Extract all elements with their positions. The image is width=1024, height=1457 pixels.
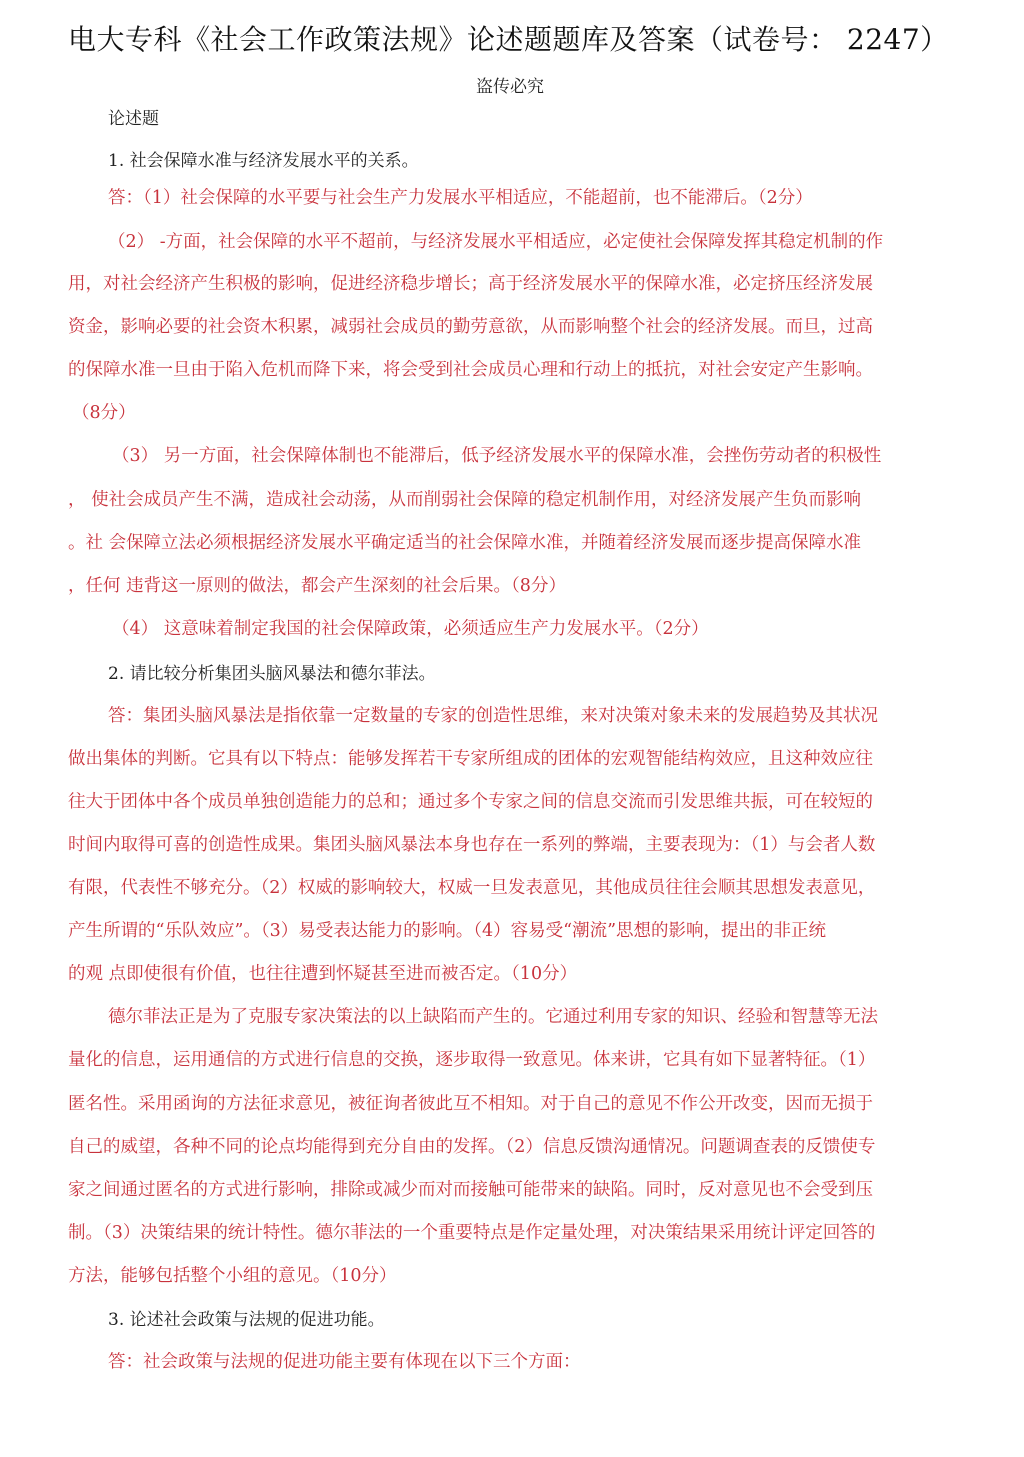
answer-line: （4） 这意味着制定我国的社会保障政策，必须适应生产力发展水平。（2分） (112, 619, 709, 639)
answer-line: 用，对社会经济产生积极的影响，促进经济稳步增长；高于经济发展水平的保障水准，必定挤压经济发展 (68, 274, 873, 294)
answer-line: 答：集团头脑风暴法是指依靠一定数量的专家的创造性思维，来对决策对象未来的发展趋势及其状况 (108, 706, 878, 726)
answer-line: （2） -方面，社会保障的水平不超前，与经济发展水平相适应，必定使社会保障发挥其稳定机制的作 (108, 232, 884, 252)
answer-line: 资金，影响必要的社会资木积累，减弱社会成员的勤劳意欲，从而影响整个社会的经济发展。而旦，过高 (68, 317, 873, 337)
answer-line: 自己的威望，各种不同的论点均能得到充分自由的发挥。（2）信息反馈沟通情况。问题调查表的反馈使专 (68, 1137, 876, 1157)
answer-line: 制。（3）决策结果的统计特性。德尔菲法的一个重要特点是作定量处理，对决策结果采用统计评定回答的 (68, 1223, 876, 1243)
answer-line: 家之间通过匿名的方式进行影响，排除或减少而对而接触可能带来的缺陷。同时，反对意见也不会受到压 (68, 1180, 873, 1200)
answer-line: （3） 另一方面，社会保障体制也不能滞后，低予经济发展水平的保障水准，会挫伤劳动者的积极性 (112, 446, 882, 466)
answer-line: 的观 点即使很有价值，也往往遭到怀疑甚至进而被否定。（10分） (68, 964, 578, 984)
question-1: 1. 社会保障水准与经济发展水平的关系。 (108, 151, 419, 171)
answer-line: 德尔菲法正是为了克服专家决策法的以上缺陷而产生的。它通过利用专家的知识、经验和智慧等无法 (108, 1007, 878, 1027)
document-subtitle: 盗传必究 (476, 77, 544, 97)
answer-line: 做出集体的判断。它具有以下特点：能够发挥若干专家所组成的团体的宏观智能结构效应，且这种效应往 (68, 749, 873, 769)
answer-line: 往大于团体中各个成员单独创造能力的总和；通过多个专家之间的信息交流而引发思维共振，可在较短的 (68, 792, 873, 812)
answer-line: 时间内取得可喜的创造性成果。集团头脑风暴法本身也存在一系列的弊端，主要表现为：（1）与会者人数 (68, 835, 876, 855)
answer-line: （8分） (72, 403, 136, 423)
answer-line: 答：社会政策与法规的促进功能主要有体现在以下三个方面： (108, 1352, 581, 1372)
document-title: 电大专科《社会工作政策法规》论述题题库及答案（试卷号： 2247） (68, 23, 949, 56)
answer-line: ， 使社会成员产生不满，造成社会动荡，从而削弱社会保障的稳定机制作用，对经济发展产生负而影响 (68, 490, 862, 510)
answer-line: ，任何 违背这一原则的做法，都会产生深刻的社会后果。（8分） (68, 576, 566, 596)
question-2: 2. 请比较分析集团头脑风暴法和德尔菲法。 (108, 664, 436, 684)
answer-line: 匿名性。采用函询的方法征求意见，被征询者彼此互不相知。对于自己的意见不作公开改变，因而无损于 (68, 1094, 873, 1114)
answer-line: 的保障水准一旦由于陷入危机而降下来，将会受到社会成员心理和行动上的抵抗，对社会安定产生影响。 (68, 360, 873, 380)
answer-line: 。社 会保障立法必须根据经济发展水平确定适当的社会保障水准，并随着经济发展而逐步提高保障水准 (68, 533, 862, 553)
section-heading: 论述题 (108, 109, 159, 129)
question-3: 3. 论述社会政策与法规的促进功能。 (108, 1310, 385, 1330)
answer-line: 量化的信息，运用通信的方式进行信息的交换，逐步取得一致意见。体来讲，它具有如下显著特征。（1） (68, 1050, 876, 1070)
answer-line: 产生所谓的“乐队效应”。（3）易受表达能力的影响。（4）容易受“潮流”思想的影响，提出的非正统 (68, 921, 827, 941)
answer-line: 方法，能够包括整个小组的意见。（10分） (68, 1266, 397, 1286)
answer-line: 答：（1）社会保障的水平要与社会生产力发展水平相适应，不能超前，也不能滞后。（2分） (108, 188, 813, 208)
answer-line: 有限，代表性不够充分。（2）权威的影响较大，权威一旦发表意见，其他成员往往会顺其思想发表意见， (68, 878, 876, 898)
